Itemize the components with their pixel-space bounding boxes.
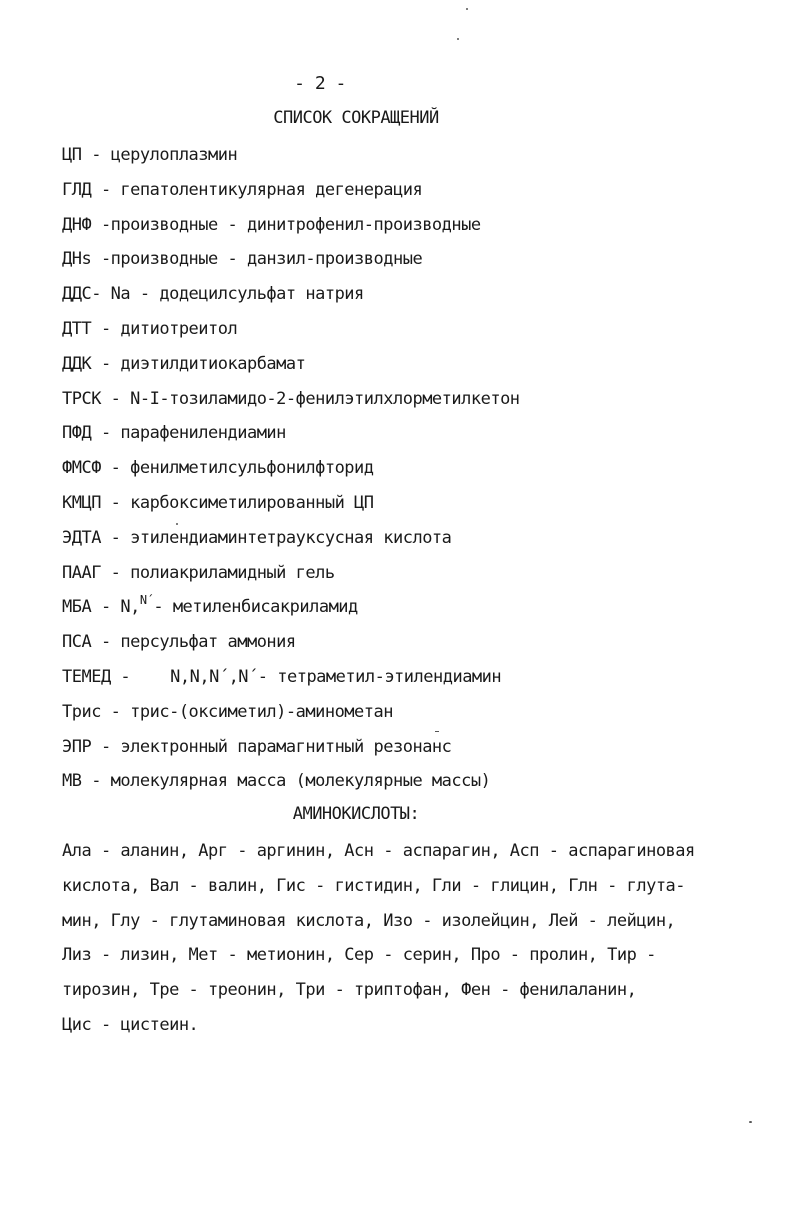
aminoacids-line: Ала - аланин, Арг - аргинин, Асн - аспарагин, Асп - аспарагиновая xyxy=(62,841,695,861)
abbreviation-entry: ЭДТА - этилендиаминтетрауксусная кислота xyxy=(62,527,452,548)
aminoacids-line: мин, Глу - глутаминовая кислота, Изо - изолейцин, Лей - лейцин, xyxy=(62,910,676,931)
aminoacids-paragraph xyxy=(62,838,762,1047)
page-number: - 2 - xyxy=(294,73,346,94)
aminoacids-line: тирозин, Тре - треонин, Три - триптофан, Фен - фенилаланин, xyxy=(62,980,637,1001)
abbreviation-entry: ЦП - церулоплазмин xyxy=(62,145,238,165)
scan-speck xyxy=(176,523,178,525)
abbreviation-entry: ТРСК - N-I-тозиламидо-2-фенилэтилхлорметилкетон xyxy=(62,388,520,409)
abbreviation-entry: Трис - трис-(оксиметил)-аминометан xyxy=(62,701,393,722)
abbreviation-entry: ДТТ - дитиотреитол xyxy=(62,318,238,339)
aminoacids-line: Лиз - лизин, Мет - метионин, Сер - серин, Про - пролин, Тир - xyxy=(62,945,656,966)
abbreviation-entry: КМЦП - карбоксиметилированный ЦП xyxy=(62,492,374,513)
mba-prefix: МБА - N, xyxy=(62,597,140,618)
abbreviation-entry: ДДС- Na - додецилсульфат натрия xyxy=(62,284,364,305)
mba-superscript: N´ xyxy=(139,593,154,608)
abbreviation-entry: ДДК - диэтилдитиокарбамат xyxy=(62,353,306,374)
abbreviation-entry-temed xyxy=(62,664,782,699)
aminoacids-line: Цис - цистеин. xyxy=(62,1014,199,1035)
abbreviation-entry: ПФД - парафенилендиамин xyxy=(62,423,286,444)
abbreviation-entry: ФМСФ - фенилметилсульфонилфторид xyxy=(62,458,374,479)
scan-speck xyxy=(457,38,459,40)
scan-speck xyxy=(466,8,468,10)
abbreviation-entry: ЭПР - электронный парамагнитный резонанс xyxy=(62,736,452,757)
abbreviation-entry: ПААГ - полиакриламидный гель xyxy=(62,562,335,583)
abbreviation-entry: ГЛД - гепатолентикулярная дегенерация xyxy=(62,179,423,200)
scan-speck xyxy=(435,731,439,732)
abbreviation-entry: ДНФ -производные - динитрофенил-производные xyxy=(62,214,481,235)
temed-definition: N,N,N´,N´- тетраметил-этилендиамин xyxy=(170,666,502,687)
aminoacids-heading: АМИНОКИСЛОТЫ: xyxy=(292,804,420,824)
abbreviations-heading: СПИСОК СОКРАЩЕНИЙ xyxy=(273,108,439,128)
abbreviation-entry-mba xyxy=(62,594,782,629)
abbreviation-entry: МВ - молекулярная масса (молекулярные массы) xyxy=(62,771,491,792)
scan-speck xyxy=(749,1121,752,1123)
temed-abbr: ТЕМЕД - xyxy=(62,666,131,687)
mba-suffix: - метиленбисакриламид xyxy=(153,597,358,618)
abbreviation-entry: ДНs -производные - данзил-производные xyxy=(62,249,423,270)
abbreviation-entry: ПСА - персульфат аммония xyxy=(62,632,296,653)
abbreviations-list xyxy=(62,142,782,803)
aminoacids-line: кислота, Вал - валин, Гис - гистидин, Гли - глицин, Глн - глута- xyxy=(62,875,686,896)
